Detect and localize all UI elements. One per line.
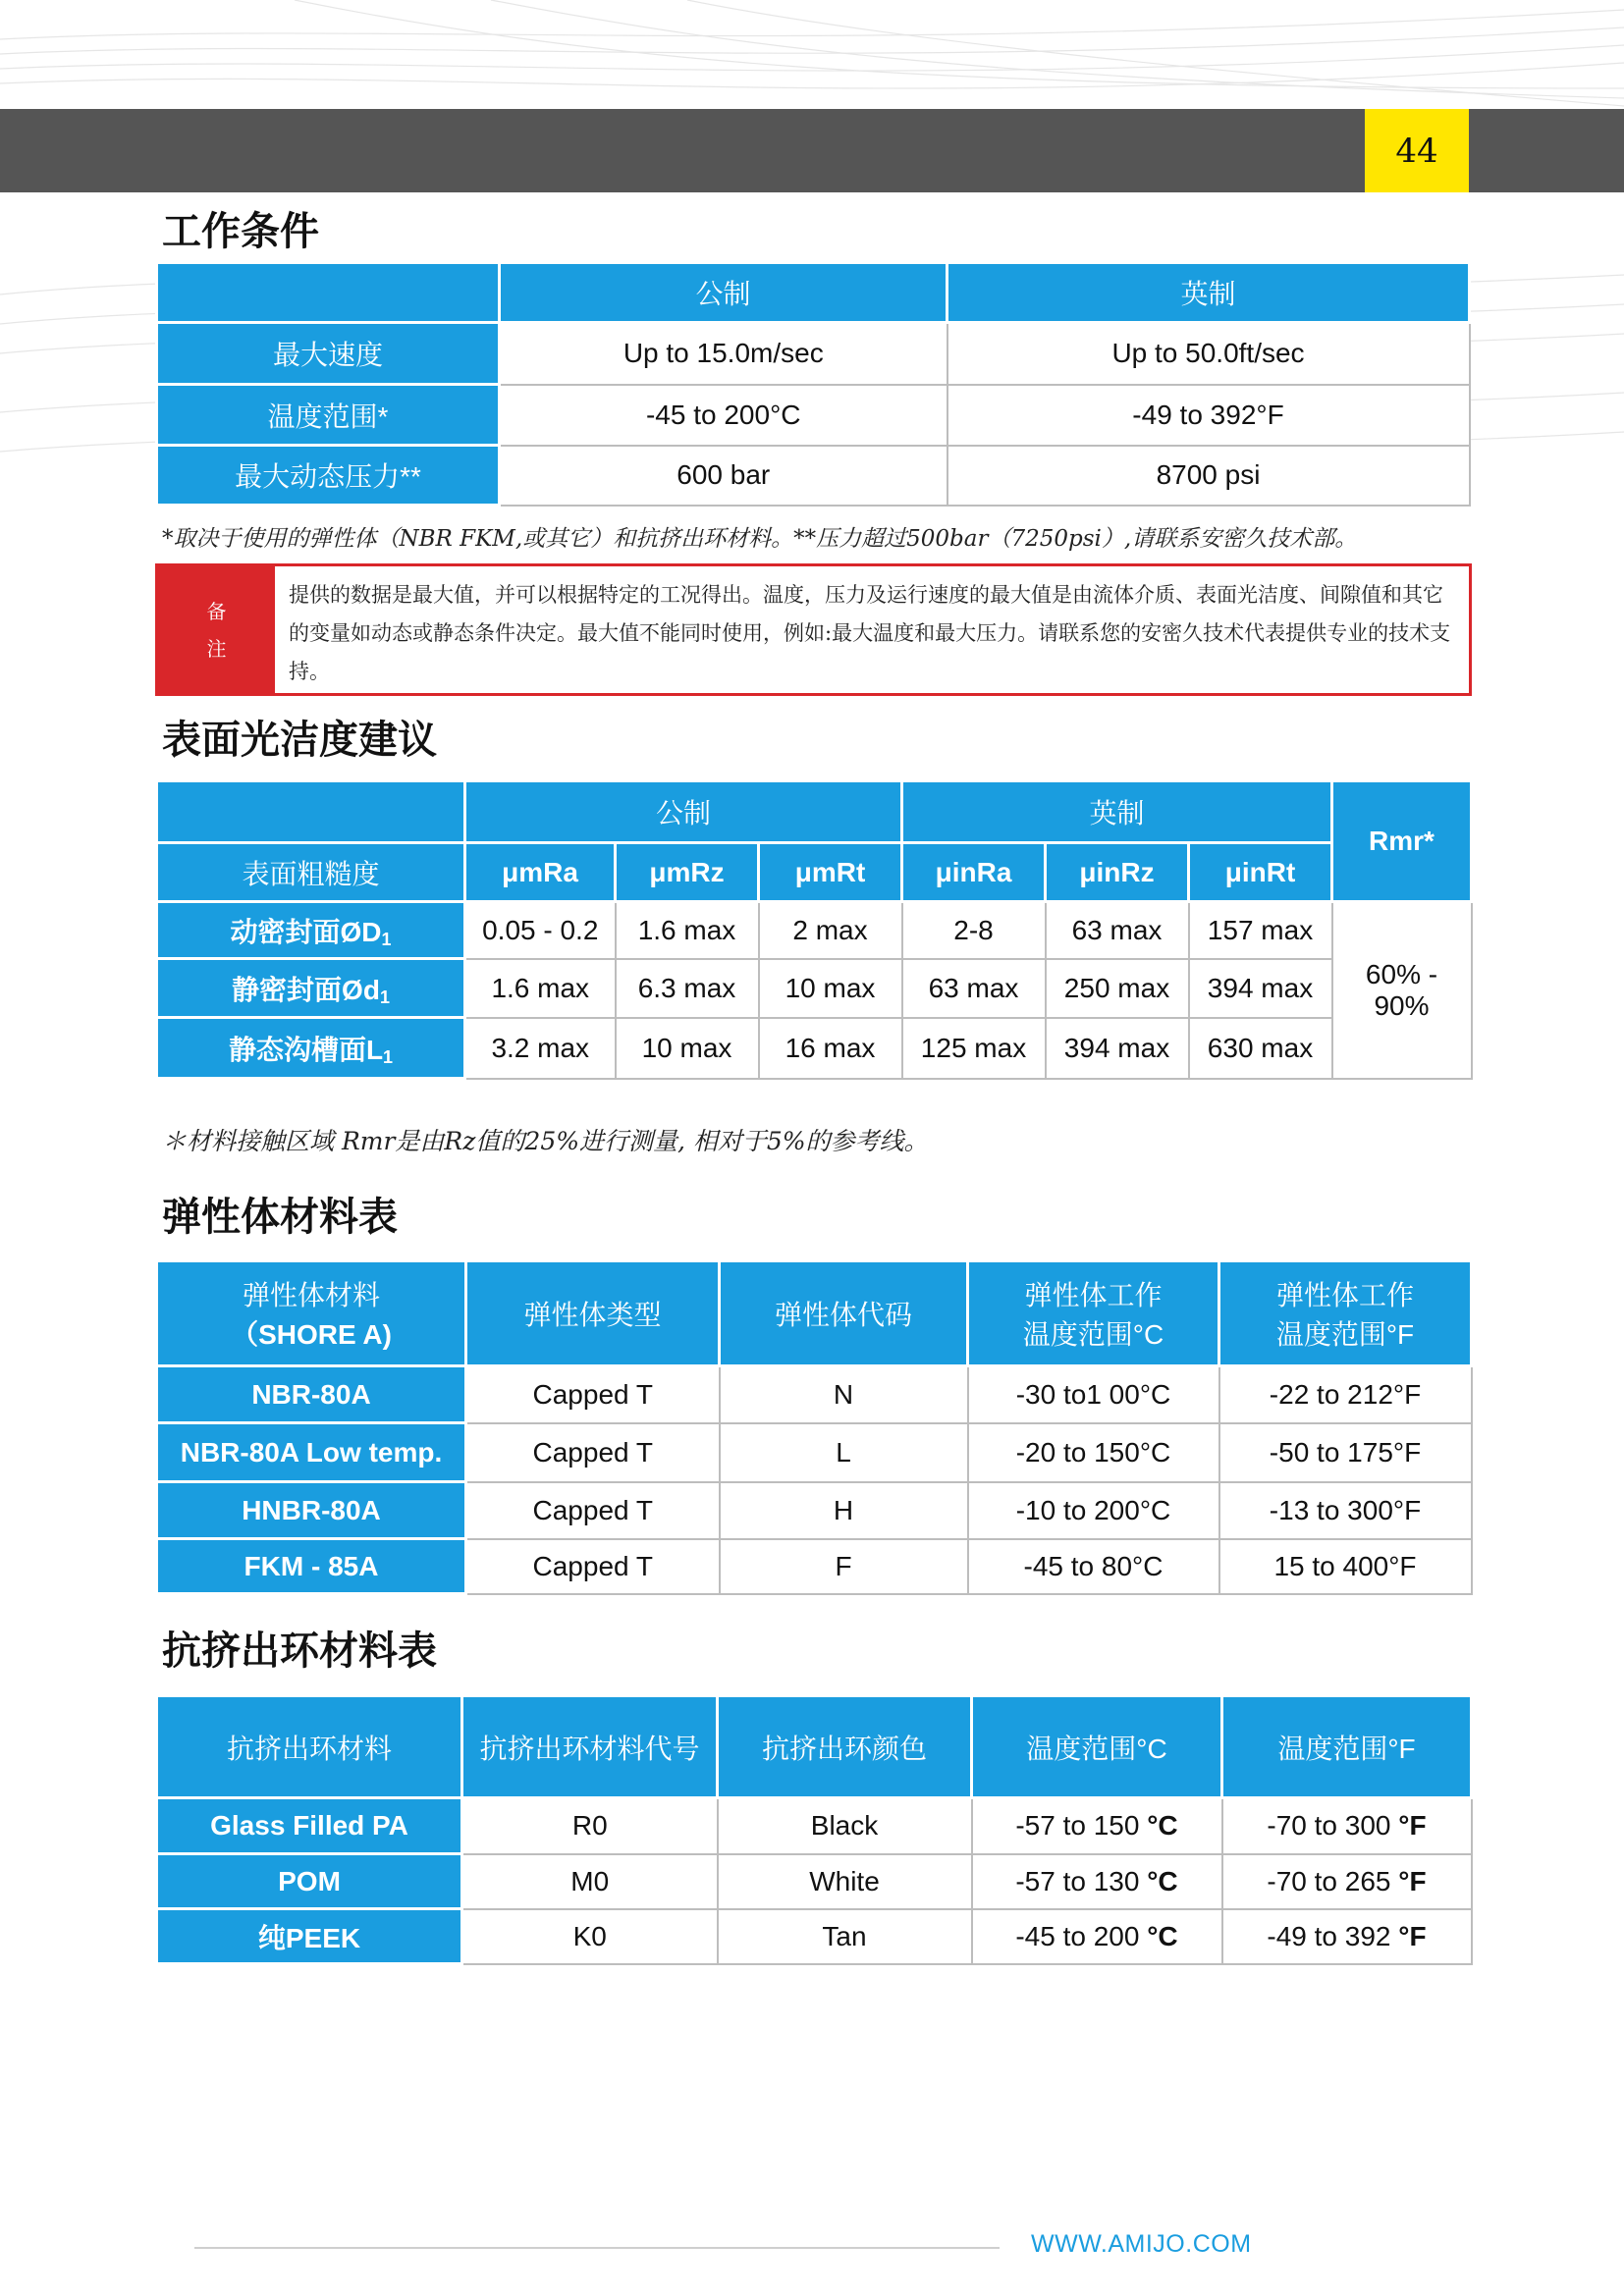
table-cell: Capped T (466, 1539, 720, 1594)
remark-label-line: 注 (206, 636, 227, 661)
unit: °F (1398, 1920, 1427, 1951)
unit: °C (1147, 1810, 1178, 1842)
table-cell: -50 to 175°F (1219, 1423, 1472, 1482)
table-cell: 394 max (1189, 959, 1332, 1018)
section-title-working-conditions: 工作条件 (162, 208, 319, 254)
table-row (157, 446, 1470, 506)
row-label: 最大速度 (157, 323, 500, 385)
table-cell: Capped T (466, 1366, 720, 1423)
table-row (157, 902, 1472, 959)
table-cell: -45 to 200°C (500, 385, 947, 446)
table-cell: 1.6 max (616, 902, 759, 959)
header-line: （SHORE A) (231, 1319, 392, 1350)
table-cell: Up to 50.0ft/sec (947, 323, 1470, 385)
row-label-text: 静密封面Ød (232, 974, 380, 1005)
page-number: 44 (1365, 109, 1469, 192)
remark-label (158, 566, 275, 693)
table-cell (1222, 1909, 1472, 1964)
header-cell (1219, 1261, 1472, 1366)
row-label: FKM - 85A (157, 1539, 466, 1594)
remark-label-line: 备 (206, 599, 227, 623)
rmr-value (1332, 902, 1472, 1079)
table-cell: -49 to 392°F (947, 385, 1470, 446)
header-cell: μinRz (1046, 843, 1189, 902)
table-cell: White (718, 1854, 972, 1909)
header-cell-empty (157, 781, 465, 843)
header-line: 弹性体工作 (1275, 1280, 1414, 1310)
table-cell: R0 (462, 1798, 718, 1854)
table-cell: -20 to 150°C (968, 1423, 1219, 1482)
header-cell: 表面粗糙度 (157, 843, 465, 902)
table-cell: F (720, 1539, 968, 1594)
table-cell: 157 max (1189, 902, 1332, 959)
table-row (157, 1798, 1472, 1854)
header-group-metric: 公制 (465, 781, 902, 843)
range-value: -57 to 130 (1015, 1865, 1140, 1896)
range-value: -70 to 265 (1267, 1865, 1391, 1896)
unit: °F (1398, 1810, 1427, 1842)
header-cell: μmRa (465, 843, 616, 902)
table-cell: 125 max (902, 1018, 1046, 1079)
table-row (157, 1018, 1472, 1079)
row-label-subscript: 1 (379, 987, 390, 1007)
row-label (157, 959, 465, 1018)
unit: °C (1147, 1865, 1178, 1896)
header-cell: 公制 (500, 263, 947, 323)
header-cell: μinRa (902, 843, 1046, 902)
row-label (157, 902, 465, 959)
table-cell: 394 max (1046, 1018, 1189, 1079)
table-row (157, 1909, 1472, 1964)
row-label: HNBR-80A (157, 1482, 466, 1539)
row-label: NBR-80A Low temp. (157, 1423, 466, 1482)
row-label-subscript: 1 (383, 1046, 394, 1067)
range-value: -57 to 150 (1015, 1810, 1140, 1842)
rmr-value-line: 60% - (1365, 958, 1438, 989)
table-header-row (157, 843, 1472, 902)
row-label: POM (157, 1854, 462, 1909)
table-cell: 3.2 max (465, 1018, 616, 1079)
table-cell: 2-8 (902, 902, 1046, 959)
table-row (157, 1423, 1472, 1482)
table-cell: 2 max (759, 902, 902, 959)
section-title-elastomer: 弹性体材料表 (162, 1194, 398, 1240)
surface-finish-table (155, 779, 1473, 1080)
table-row (157, 1854, 1472, 1909)
unit: °F (1398, 1865, 1427, 1896)
remark-box (155, 563, 1472, 696)
table-row (157, 323, 1470, 385)
anti-extrusion-table (155, 1694, 1473, 1965)
header-line: 弹性体工作 (1024, 1280, 1163, 1310)
table-cell: -10 to 200°C (968, 1482, 1219, 1539)
table-cell: 63 max (902, 959, 1046, 1018)
table-header-row (157, 1261, 1472, 1366)
header-line: 弹性体材料 (242, 1280, 380, 1310)
table-cell (972, 1909, 1222, 1964)
row-label: 纯PEEK (157, 1909, 462, 1964)
header-cell: μmRt (759, 843, 902, 902)
footer-website-link[interactable]: WWW.AMIJO.COM (1031, 2230, 1252, 2258)
section-title-anti-extrusion: 抗挤出环材料表 (162, 1628, 437, 1674)
unit: °C (1147, 1920, 1178, 1951)
header-cell: 温度范围°F (1222, 1696, 1472, 1798)
table-cell: -22 to 212°F (1219, 1366, 1472, 1423)
header-line: 温度范围°C (1022, 1319, 1164, 1350)
table-cell: Capped T (466, 1482, 720, 1539)
header-cell: 弹性体代码 (720, 1261, 968, 1366)
elastomer-table (155, 1259, 1473, 1595)
table-header-row (157, 263, 1470, 323)
table-cell: 250 max (1046, 959, 1189, 1018)
table-header-row (157, 1696, 1472, 1798)
header-group-imperial: 英制 (902, 781, 1332, 843)
table-row (157, 385, 1470, 446)
table-cell: -45 to 80°C (968, 1539, 1219, 1594)
section-title-surface-finish: 表面光洁度建议 (162, 717, 437, 763)
header-cell: μinRt (1189, 843, 1332, 902)
row-label (157, 1018, 465, 1079)
working-conditions-table (155, 261, 1471, 507)
table-cell: -13 to 300°F (1219, 1482, 1472, 1539)
row-label: Glass Filled PA (157, 1798, 462, 1854)
table-row (157, 1539, 1472, 1594)
table-cell: Tan (718, 1909, 972, 1964)
table-cell: Black (718, 1798, 972, 1854)
row-label: 最大动态压力** (157, 446, 500, 506)
table-cell: L (720, 1423, 968, 1482)
table-cell (972, 1854, 1222, 1909)
rmr-value-line: 90% (1374, 989, 1430, 1021)
header-cell: 温度范围°C (972, 1696, 1222, 1798)
table-cell: 600 bar (500, 446, 947, 506)
table-cell (1222, 1798, 1472, 1854)
table-cell: 10 max (616, 1018, 759, 1079)
header-cell: μmRz (616, 843, 759, 902)
header-cell: 抗挤出环材料代号 (462, 1696, 718, 1798)
range-value: -49 to 392 (1267, 1920, 1391, 1951)
working-conditions-footnote: *取决于使用的弹性体（NBR FKM,或其它）和抗挤出环材料。**压力超过500bar（7250psi）,请联系安密久技术部。 (162, 526, 1358, 552)
table-cell: N (720, 1366, 968, 1423)
table-cell: 6.3 max (616, 959, 759, 1018)
row-label: 温度范围* (157, 385, 500, 446)
header-rmr: Rmr* (1332, 781, 1472, 902)
table-cell: Capped T (466, 1423, 720, 1482)
row-label: NBR-80A (157, 1366, 466, 1423)
table-cell: 63 max (1046, 902, 1189, 959)
header-cell: 弹性体类型 (466, 1261, 720, 1366)
table-cell: 0.05 - 0.2 (465, 902, 616, 959)
table-cell: H (720, 1482, 968, 1539)
footer-divider (194, 2247, 1000, 2249)
table-cell: 1.6 max (465, 959, 616, 1018)
remark-text: 提供的数据是最大值，并可以根据特定的工况得出。温度，压力及运行速度的最大值是由流体介质、表面光洁度、间隙值和其它的变量如动态或静态条件决定。最大值不能同时使用，例如:最大温度和最大压力。请联系您的安密久技术代表提供专业的技术支持。 (289, 583, 1451, 683)
table-cell: 8700 psi (947, 446, 1470, 506)
table-row (157, 1482, 1472, 1539)
table-cell: Up to 15.0m/sec (500, 323, 947, 385)
table-cell: 630 max (1189, 1018, 1332, 1079)
header-cell: 英制 (947, 263, 1470, 323)
header-line: 温度范围°F (1275, 1319, 1415, 1350)
header-cell (157, 1261, 466, 1366)
header-cell (968, 1261, 1219, 1366)
table-cell: 10 max (759, 959, 902, 1018)
table-cell (1222, 1854, 1472, 1909)
range-value: -70 to 300 (1267, 1810, 1391, 1842)
surface-finish-footnote: ＊材料接触区域 Rmr是由Rz值的25%进行测量, 相对于5%的参考线。 (162, 1127, 929, 1155)
table-row (157, 1366, 1472, 1423)
row-label-text: 静态沟槽面L (228, 1034, 384, 1065)
header-cell (157, 263, 500, 323)
table-cell: M0 (462, 1854, 718, 1909)
table-cell: -30 to1 00°C (968, 1366, 1219, 1423)
table-cell (972, 1798, 1222, 1854)
table-cell: K0 (462, 1909, 718, 1964)
range-value: -45 to 200 (1015, 1920, 1140, 1951)
table-row (157, 959, 1472, 1018)
row-label-subscript: 1 (381, 929, 392, 949)
header-cell: 抗挤出环颜色 (718, 1696, 972, 1798)
table-header-row (157, 781, 1472, 843)
table-cell: 16 max (759, 1018, 902, 1079)
table-cell: 15 to 400°F (1219, 1539, 1472, 1594)
header-cell: 抗挤出环材料 (157, 1696, 462, 1798)
row-label-text: 动密封面ØD (230, 916, 382, 947)
